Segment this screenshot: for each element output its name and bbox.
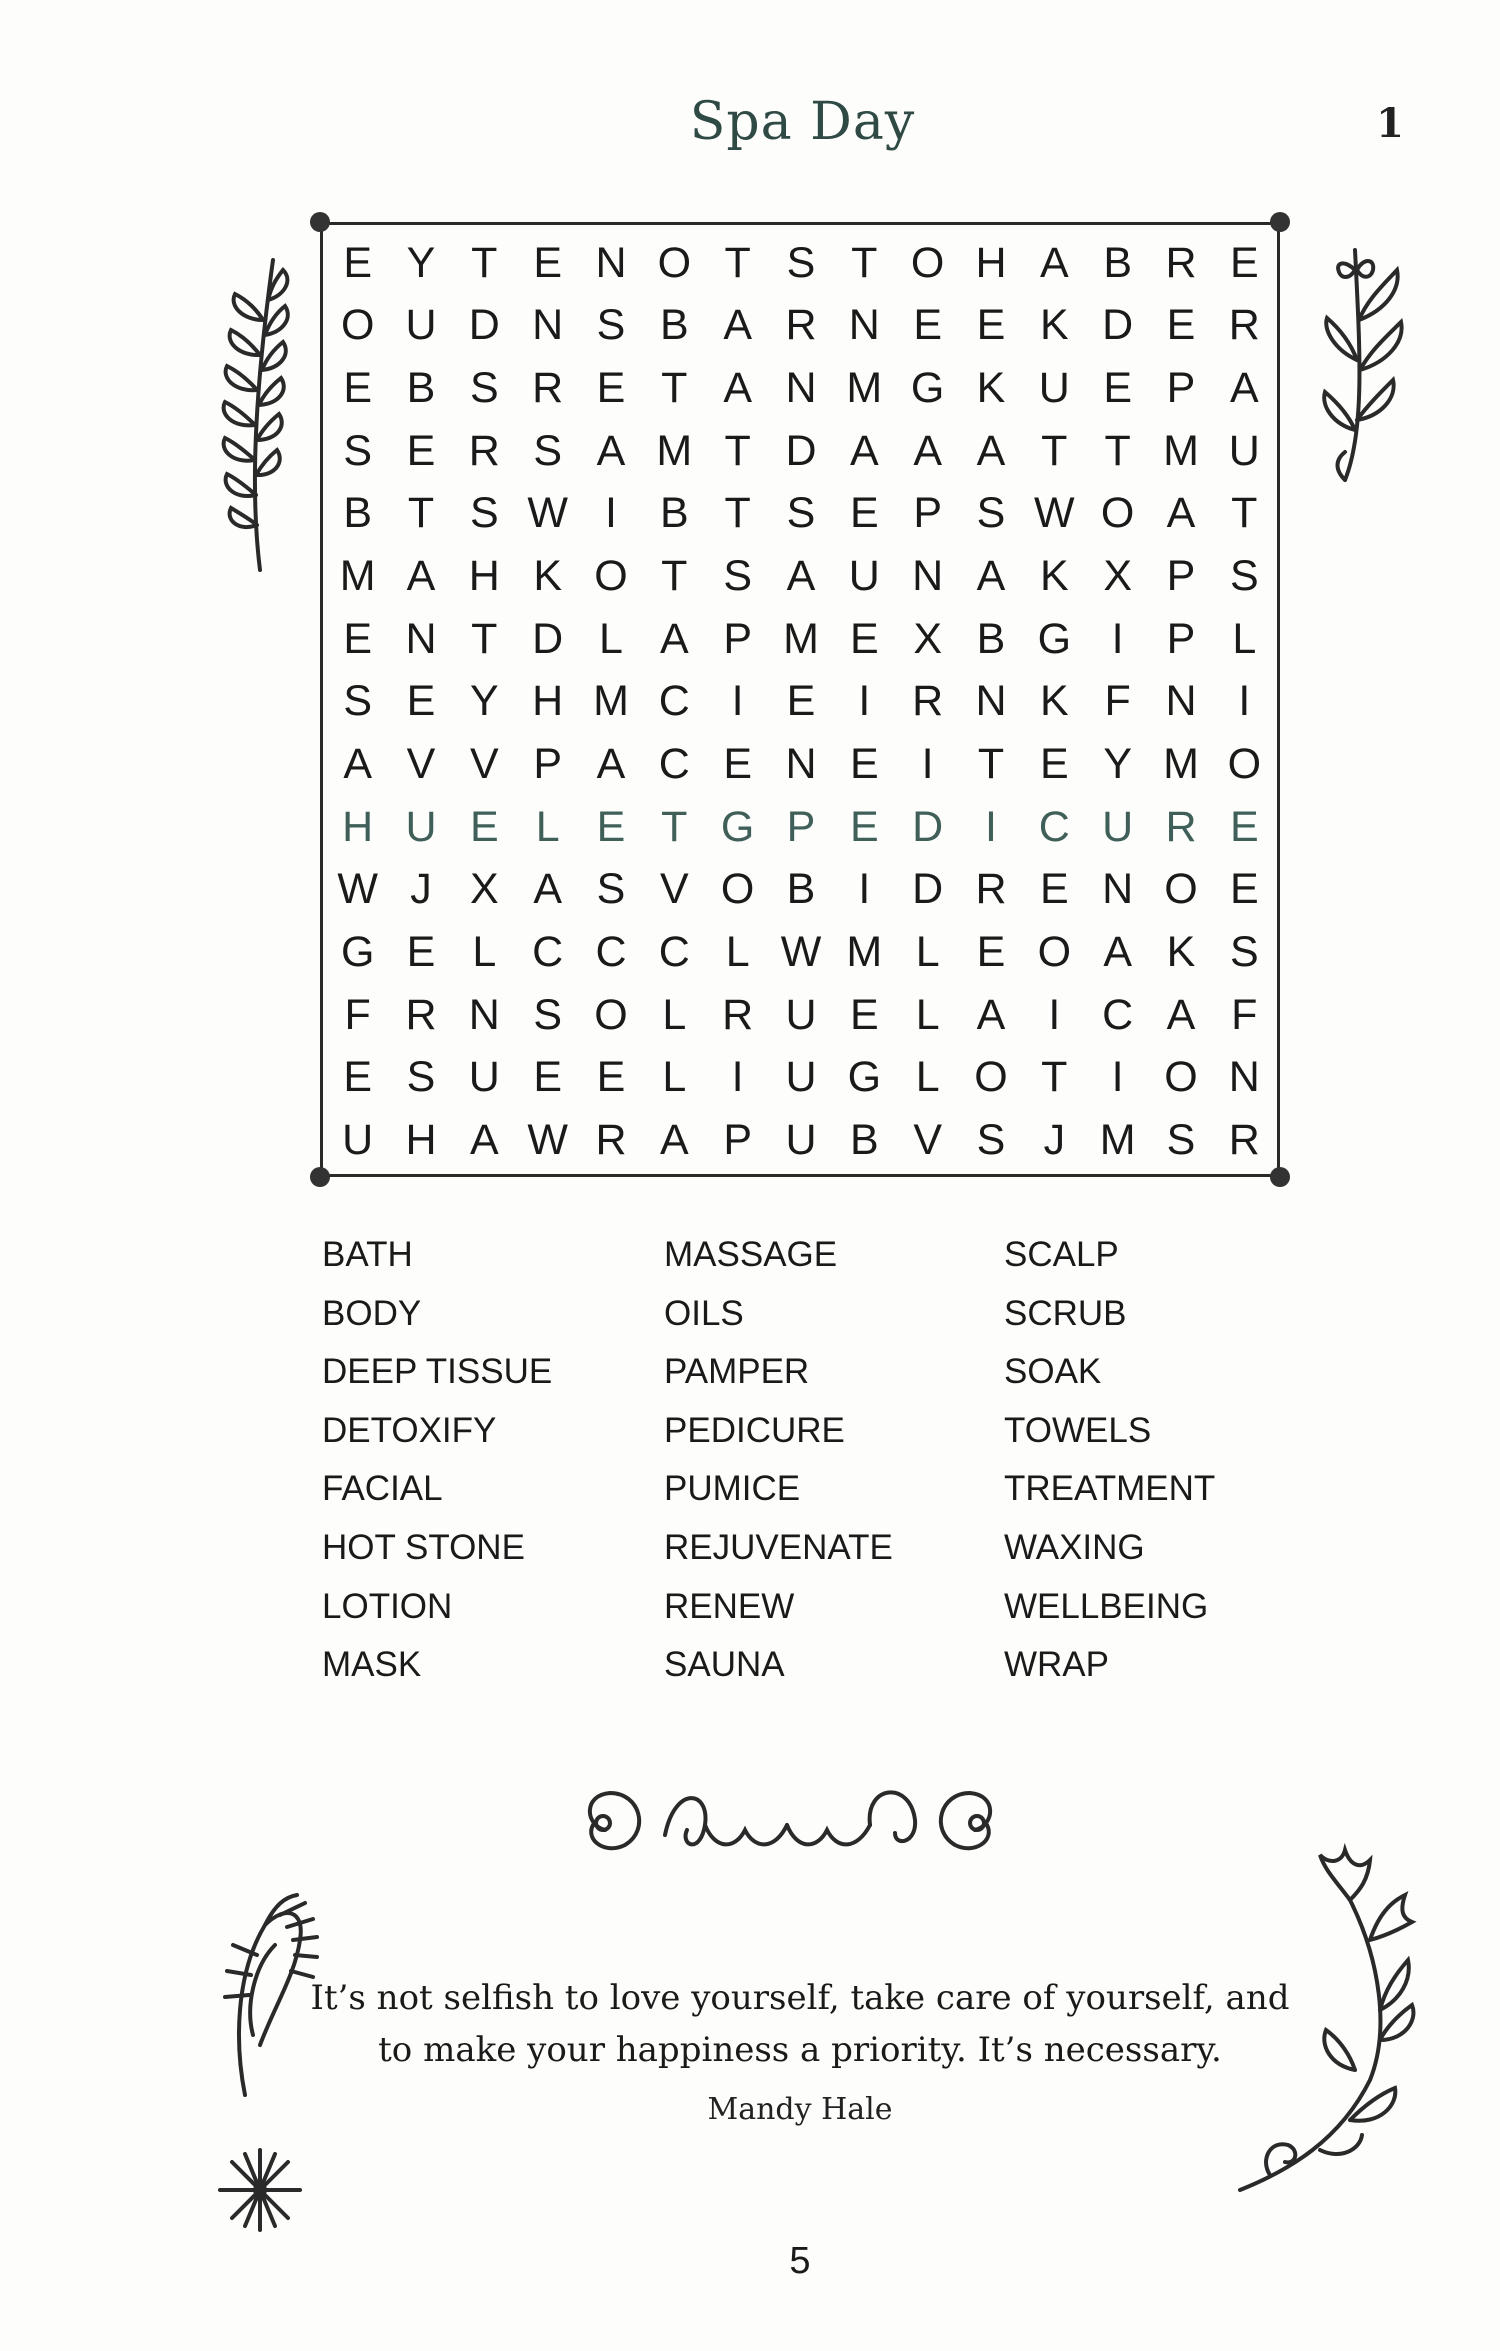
grid-cell[interactable]: A bbox=[976, 426, 1006, 475]
grid-cell[interactable]: S bbox=[343, 426, 372, 475]
grid-cell[interactable]: P bbox=[723, 1116, 752, 1165]
grid-cell[interactable]: I bbox=[858, 865, 871, 914]
grid-cell[interactable]: E bbox=[723, 740, 752, 789]
grid-cell[interactable]: S bbox=[1166, 1116, 1196, 1165]
grid-cell[interactable]: M bbox=[339, 552, 376, 601]
grid-cell[interactable]: A bbox=[596, 740, 626, 789]
grid-cell[interactable]: T bbox=[724, 426, 751, 475]
grid-cell[interactable]: I bbox=[1111, 1053, 1124, 1102]
grid-cell[interactable]: W bbox=[527, 489, 568, 538]
grid-cell[interactable]: G bbox=[847, 1053, 882, 1102]
grid-cell[interactable]: L bbox=[915, 990, 940, 1039]
grid-cell[interactable]: L bbox=[662, 1053, 687, 1102]
grid-cell[interactable]: N bbox=[848, 301, 880, 350]
quote bbox=[300, 1972, 1300, 2076]
grid-cell[interactable]: B bbox=[406, 364, 436, 413]
word-list-item: RENEW bbox=[664, 1586, 795, 1626]
word-list-item: MASSAGE bbox=[664, 1235, 838, 1274]
grid-cell[interactable]: A bbox=[659, 614, 689, 663]
word-list-item: SOAK bbox=[1004, 1352, 1102, 1392]
grid-cell[interactable]: T bbox=[407, 489, 435, 538]
grid-cell[interactable]: A bbox=[596, 426, 626, 475]
grid-cell[interactable]: A bbox=[406, 552, 436, 601]
grid-cell[interactable]: U bbox=[1038, 364, 1070, 413]
grid-cell[interactable]: O bbox=[1164, 1053, 1198, 1102]
grid-cell[interactable]: F bbox=[344, 990, 371, 1039]
grid-cell[interactable]: E bbox=[1103, 364, 1132, 413]
word-list-item: TREATMENT bbox=[1004, 1469, 1216, 1509]
word-list-item: PAMPER bbox=[664, 1352, 810, 1392]
grid-cell[interactable]: H bbox=[342, 802, 374, 851]
grid-cell[interactable]: T bbox=[661, 552, 688, 601]
grid-cell[interactable]: E bbox=[849, 614, 879, 663]
grid-cell[interactable]: U bbox=[848, 552, 880, 601]
grid-cell[interactable]: P bbox=[1166, 364, 1196, 413]
grid-cell[interactable]: O bbox=[720, 865, 755, 914]
grid-cell[interactable]: B bbox=[659, 489, 689, 538]
grid-cell[interactable]: P bbox=[786, 802, 816, 851]
grid-cell[interactable]: I bbox=[731, 1053, 744, 1102]
grid-cell[interactable]: O bbox=[1227, 740, 1262, 789]
grid-cell[interactable]: B bbox=[1103, 238, 1132, 287]
grid-cell[interactable]: L bbox=[725, 928, 750, 977]
word-list-item: HOT STONE bbox=[322, 1527, 525, 1567]
grid-cell[interactable]: E bbox=[533, 238, 562, 287]
grid-cell[interactable]: R bbox=[468, 426, 500, 475]
grid-cell[interactable]: U bbox=[785, 1116, 817, 1165]
grid-cell[interactable]: E bbox=[343, 614, 372, 663]
grid-cell[interactable]: B bbox=[786, 865, 816, 914]
grid-cell[interactable]: L bbox=[662, 990, 687, 1039]
grid-cell[interactable]: P bbox=[1166, 552, 1196, 601]
grid-cell[interactable]: E bbox=[976, 301, 1006, 350]
grid-cell[interactable]: T bbox=[724, 489, 751, 538]
grid-cell[interactable]: P bbox=[533, 740, 562, 789]
word-search-grid[interactable] bbox=[326, 232, 1276, 1172]
grid-cell[interactable]: A bbox=[533, 865, 562, 914]
grid-cell[interactable]: W bbox=[1034, 489, 1075, 538]
grid-cell[interactable]: E bbox=[849, 990, 879, 1039]
grid-cell[interactable]: K bbox=[1039, 677, 1069, 726]
grid-cell[interactable]: C bbox=[595, 928, 627, 977]
quote-line-2: to make your happiness a priority. It’s necessary. bbox=[378, 2030, 1222, 2070]
word-list-item: PUMICE bbox=[664, 1469, 801, 1509]
grid-cell[interactable]: O bbox=[340, 301, 375, 350]
grid-cell[interactable]: K bbox=[1039, 301, 1069, 350]
grid-cell[interactable]: R bbox=[975, 865, 1007, 914]
word-list-item: OILS bbox=[664, 1293, 744, 1333]
grid-cell[interactable]: A bbox=[976, 552, 1006, 601]
quote-author: Mandy Hale bbox=[707, 2092, 893, 2127]
grid-cell[interactable]: B bbox=[343, 489, 372, 538]
word-list-item: REJUVENATE bbox=[664, 1527, 893, 1567]
grid-cell[interactable]: U bbox=[342, 1116, 374, 1165]
grid-cell[interactable]: M bbox=[593, 677, 629, 726]
grid-cell[interactable]: N bbox=[975, 677, 1007, 726]
grid-cell[interactable]: S bbox=[786, 238, 816, 287]
grid-cell[interactable]: M bbox=[1099, 1116, 1136, 1165]
grid-cell[interactable]: R bbox=[912, 677, 944, 726]
grid-cell[interactable]: C bbox=[658, 928, 690, 977]
grid-cell[interactable]: I bbox=[985, 802, 997, 851]
grid-cell[interactable]: R bbox=[1228, 301, 1260, 350]
grid-cell[interactable]: E bbox=[1039, 865, 1069, 914]
grid-cell[interactable]: F bbox=[1104, 677, 1131, 726]
grid-cell[interactable]: P bbox=[1166, 614, 1196, 663]
grid-cell[interactable]: O bbox=[1037, 928, 1072, 977]
grid-cell[interactable]: S bbox=[1229, 928, 1259, 977]
grid-cell[interactable]: C bbox=[532, 928, 564, 977]
grid-cell[interactable]: J bbox=[410, 865, 432, 914]
grid-cell[interactable]: I bbox=[1048, 990, 1061, 1039]
grid-cell[interactable]: K bbox=[976, 364, 1006, 413]
word-list-item: MASK bbox=[322, 1645, 422, 1685]
swirl-divider-icon bbox=[565, 1765, 1015, 1875]
grid-cell[interactable]: C bbox=[658, 740, 690, 789]
word-list-item: BATH bbox=[322, 1235, 413, 1274]
grid-cell[interactable]: A bbox=[1229, 364, 1259, 413]
grid-cell[interactable]: R bbox=[532, 364, 564, 413]
frame-corner-dot bbox=[1270, 212, 1290, 232]
word-list-item: BODY bbox=[322, 1293, 422, 1333]
grid-cell[interactable]: N bbox=[405, 614, 437, 663]
grid-cell[interactable]: W bbox=[780, 928, 822, 977]
grid-cell[interactable]: E bbox=[1229, 865, 1259, 914]
grid-cell[interactable]: V bbox=[913, 1116, 942, 1165]
grid-cell[interactable]: V bbox=[659, 865, 689, 914]
grid-cell[interactable]: I bbox=[605, 489, 617, 538]
heart-vine-icon bbox=[1305, 230, 1415, 490]
grid-cell[interactable]: U bbox=[785, 990, 817, 1039]
grid-cell[interactable]: E bbox=[849, 740, 879, 789]
page-number: 5 bbox=[789, 2240, 811, 2282]
grid-cell[interactable]: S bbox=[786, 489, 816, 538]
page-title: Spa Day bbox=[689, 92, 916, 152]
grid-cell[interactable]: N bbox=[1228, 1053, 1260, 1102]
grid-cell[interactable]: R bbox=[785, 301, 817, 350]
grid-cell[interactable]: M bbox=[846, 364, 883, 413]
grid-cell[interactable]: X bbox=[1103, 552, 1132, 601]
grid-cell[interactable]: Y bbox=[469, 677, 499, 726]
grid-cell[interactable]: A bbox=[1166, 990, 1196, 1039]
grid-cell[interactable]: E bbox=[596, 1053, 626, 1102]
grid-cell[interactable]: I bbox=[858, 677, 871, 726]
grid-cell[interactable]: R bbox=[405, 990, 437, 1039]
grid-cell[interactable]: C bbox=[1038, 802, 1070, 851]
grid-cell[interactable]: S bbox=[596, 301, 626, 350]
grid-cell[interactable]: O bbox=[1100, 489, 1135, 538]
grid-cell[interactable]: E bbox=[343, 1053, 372, 1102]
grid-cell[interactable]: E bbox=[1229, 238, 1259, 287]
grid-cell[interactable]: T bbox=[724, 238, 751, 287]
grid-cell[interactable]: N bbox=[912, 552, 944, 601]
grid-cell[interactable]: I bbox=[1111, 614, 1124, 663]
word-list-item: FACIAL bbox=[322, 1469, 443, 1509]
grid-cell[interactable]: A bbox=[469, 1116, 499, 1165]
grid-cell[interactable]: T bbox=[1041, 426, 1068, 475]
grid-cell[interactable]: Y bbox=[1103, 740, 1132, 789]
word-list-item: SCALP bbox=[1004, 1235, 1119, 1274]
word-list-item: PEDICURE bbox=[664, 1410, 845, 1450]
grid-cell[interactable]: E bbox=[976, 928, 1006, 977]
grid-cell[interactable]: U bbox=[1102, 802, 1134, 851]
grid-cell[interactable]: E bbox=[343, 238, 372, 287]
grid-cell[interactable]: D bbox=[468, 301, 500, 350]
grid-cell[interactable]: L bbox=[535, 802, 560, 851]
grid-cell[interactable]: A bbox=[786, 552, 816, 601]
grid-cell[interactable]: T bbox=[471, 614, 498, 663]
grid-cell[interactable]: O bbox=[910, 238, 945, 287]
grid-cell[interactable]: U bbox=[785, 1053, 817, 1102]
grid-cell[interactable]: A bbox=[1103, 928, 1132, 977]
grid-cell[interactable]: D bbox=[532, 614, 564, 663]
grid-cell[interactable]: S bbox=[976, 489, 1006, 538]
grid-cell[interactable]: T bbox=[1104, 426, 1131, 475]
grid-cell[interactable]: K bbox=[533, 552, 562, 601]
grid-cell[interactable]: A bbox=[849, 426, 879, 475]
grid-cell[interactable]: N bbox=[1102, 865, 1134, 914]
grid-cell[interactable]: T bbox=[1041, 1053, 1068, 1102]
grid-cell[interactable]: T bbox=[661, 802, 688, 851]
grid-cell[interactable]: S bbox=[976, 1116, 1006, 1165]
grid-cell[interactable]: E bbox=[533, 1053, 562, 1102]
grid-cell[interactable]: B bbox=[659, 301, 689, 350]
grid-cell[interactable]: U bbox=[405, 301, 437, 350]
grid-cell[interactable]: O bbox=[594, 552, 628, 601]
grid-cell[interactable]: D bbox=[912, 802, 944, 851]
grid-cell[interactable]: E bbox=[1039, 740, 1069, 789]
grid-cell[interactable]: U bbox=[1228, 426, 1260, 475]
fern-sprig-icon bbox=[205, 240, 295, 580]
grid-cell[interactable]: A bbox=[343, 740, 372, 789]
word-list-item: SCRUB bbox=[1004, 1293, 1127, 1333]
grid-cell[interactable]: T bbox=[851, 238, 878, 287]
grid-cell[interactable]: E bbox=[406, 677, 436, 726]
frame-corner-dot bbox=[310, 212, 330, 232]
word-list-item: DETOXIFY bbox=[322, 1410, 497, 1450]
grid-cell[interactable]: A bbox=[659, 1116, 689, 1165]
grid-cell[interactable]: H bbox=[532, 677, 564, 726]
grid-cell[interactable]: E bbox=[849, 802, 879, 851]
grid-cell[interactable]: T bbox=[471, 238, 498, 287]
grid-cell[interactable]: N bbox=[532, 301, 564, 350]
grid-cell[interactable]: O bbox=[1164, 865, 1198, 914]
grid-cell[interactable]: C bbox=[1102, 990, 1134, 1039]
dandelion-icon bbox=[210, 2140, 310, 2240]
grid-cell[interactable]: A bbox=[723, 301, 752, 350]
grid-cell[interactable]: L bbox=[472, 928, 497, 977]
grid-cell[interactable]: U bbox=[405, 802, 437, 851]
grid-cell[interactable]: K bbox=[1039, 552, 1069, 601]
grid-cell[interactable]: R bbox=[595, 1116, 627, 1165]
grid-cell[interactable]: E bbox=[406, 928, 436, 977]
grid-cell[interactable]: D bbox=[1102, 301, 1134, 350]
grid-cell[interactable]: E bbox=[406, 426, 436, 475]
grid-cell[interactable]: S bbox=[469, 489, 499, 538]
grid-cell[interactable]: M bbox=[1163, 740, 1199, 789]
grid-cell[interactable]: O bbox=[657, 238, 692, 287]
grid-cell[interactable]: L bbox=[915, 928, 940, 977]
grid-cell[interactable]: X bbox=[469, 865, 499, 914]
grid-cell[interactable]: N bbox=[468, 990, 500, 1039]
grid-cell[interactable]: A bbox=[1166, 489, 1196, 538]
grid-cell[interactable]: E bbox=[786, 677, 816, 726]
grid-cell[interactable]: S bbox=[469, 364, 499, 413]
grid-cell[interactable]: M bbox=[783, 614, 819, 663]
grid-cell[interactable]: S bbox=[596, 865, 626, 914]
grid-cell[interactable]: T bbox=[1231, 489, 1258, 538]
grid-cell[interactable]: E bbox=[596, 364, 626, 413]
grid-cell[interactable]: I bbox=[921, 740, 934, 789]
grid-cell[interactable]: M bbox=[656, 426, 693, 475]
grid-cell[interactable]: E bbox=[343, 364, 372, 413]
word-list-item: WAXING bbox=[1004, 1527, 1145, 1567]
grid-cell[interactable]: Y bbox=[406, 238, 436, 287]
grid-cell[interactable]: A bbox=[976, 990, 1006, 1039]
grid-cell[interactable]: R bbox=[1228, 1116, 1260, 1165]
grid-cell[interactable]: T bbox=[661, 364, 688, 413]
grid-cell[interactable]: S bbox=[533, 990, 562, 1039]
grid-cell[interactable]: D bbox=[785, 426, 817, 475]
grid-cell[interactable]: M bbox=[1163, 426, 1199, 475]
grid-cell[interactable]: O bbox=[594, 990, 628, 1039]
grid-cell[interactable]: N bbox=[1165, 677, 1197, 726]
grid-cell[interactable]: K bbox=[1166, 928, 1196, 977]
grid-cell[interactable]: O bbox=[974, 1053, 1008, 1102]
grid-cell[interactable]: A bbox=[1039, 238, 1069, 287]
grid-cell[interactable]: D bbox=[912, 865, 944, 914]
grid-cell[interactable]: S bbox=[723, 552, 752, 601]
grid-cell[interactable]: S bbox=[343, 677, 372, 726]
grid-cell[interactable]: B bbox=[849, 1116, 879, 1165]
grid-cell[interactable]: X bbox=[913, 614, 942, 663]
grid-cell[interactable]: H bbox=[468, 552, 500, 601]
grid-cell[interactable]: S bbox=[533, 426, 562, 475]
grid-cell[interactable]: I bbox=[1238, 677, 1251, 726]
word-list-item: WRAP bbox=[1004, 1645, 1109, 1685]
grid-cell[interactable]: B bbox=[976, 614, 1006, 663]
grid-cell[interactable]: E bbox=[596, 802, 626, 851]
word-list bbox=[322, 1226, 1302, 1695]
grid-cell[interactable]: N bbox=[785, 740, 817, 789]
grid-cell[interactable]: E bbox=[469, 802, 499, 851]
grid-cell[interactable]: G bbox=[910, 364, 945, 413]
grid-cell[interactable]: V bbox=[469, 740, 499, 789]
grid-cell[interactable]: R bbox=[1165, 238, 1197, 287]
grid-cell[interactable]: P bbox=[723, 614, 752, 663]
grid-cell[interactable]: R bbox=[1165, 802, 1197, 851]
grid-cell[interactable]: E bbox=[849, 489, 879, 538]
grid-cell[interactable]: H bbox=[975, 238, 1007, 287]
grid-cell[interactable]: P bbox=[913, 489, 942, 538]
puzzle-number: 1 bbox=[1376, 100, 1404, 147]
grid-cell[interactable]: A bbox=[913, 426, 942, 475]
quote-line-1: It’s not selfish to love yourself, take care of yourself, and bbox=[310, 1978, 1290, 2018]
grid-cell[interactable]: S bbox=[1229, 552, 1259, 601]
grid-cell[interactable]: J bbox=[1043, 1116, 1066, 1165]
grid-cell[interactable]: M bbox=[846, 928, 883, 977]
grid-cell[interactable]: G bbox=[1037, 614, 1072, 663]
word-list-item: WELLBEING bbox=[1004, 1586, 1209, 1626]
grid-cell[interactable]: I bbox=[731, 677, 744, 726]
grid-cell[interactable]: E bbox=[1166, 301, 1196, 350]
grid-cell[interactable]: H bbox=[405, 1116, 437, 1165]
grid-cell[interactable]: C bbox=[658, 677, 690, 726]
word-list-item: LOTION bbox=[322, 1586, 453, 1626]
grid-cell[interactable]: E bbox=[913, 301, 942, 350]
grid-cell[interactable]: L bbox=[599, 614, 623, 663]
grid-cell[interactable]: T bbox=[977, 740, 1005, 789]
grid-cell[interactable]: R bbox=[722, 990, 754, 1039]
grid-cell[interactable]: E bbox=[1229, 802, 1259, 851]
grid-cell[interactable]: A bbox=[723, 364, 752, 413]
word-list-item: SAUNA bbox=[664, 1645, 785, 1685]
grid-cell[interactable]: N bbox=[785, 364, 817, 413]
word-list-item: TOWELS bbox=[1004, 1410, 1152, 1450]
grid-cell[interactable]: V bbox=[406, 740, 436, 789]
grid-cell[interactable]: W bbox=[337, 865, 378, 914]
grid-cell[interactable]: L bbox=[1232, 614, 1257, 663]
grid-cell[interactable]: F bbox=[1231, 990, 1258, 1039]
word-list-item: DEEP TISSUE bbox=[322, 1352, 553, 1392]
grid-cell[interactable]: G bbox=[720, 802, 755, 851]
grid-cell[interactable]: L bbox=[915, 1053, 940, 1102]
grid-cell[interactable]: U bbox=[468, 1053, 500, 1102]
grid-cell[interactable]: N bbox=[595, 238, 627, 287]
grid-cell[interactable]: W bbox=[527, 1116, 568, 1165]
grid-cell[interactable]: G bbox=[340, 928, 375, 977]
grid-cell[interactable]: S bbox=[406, 1053, 436, 1102]
